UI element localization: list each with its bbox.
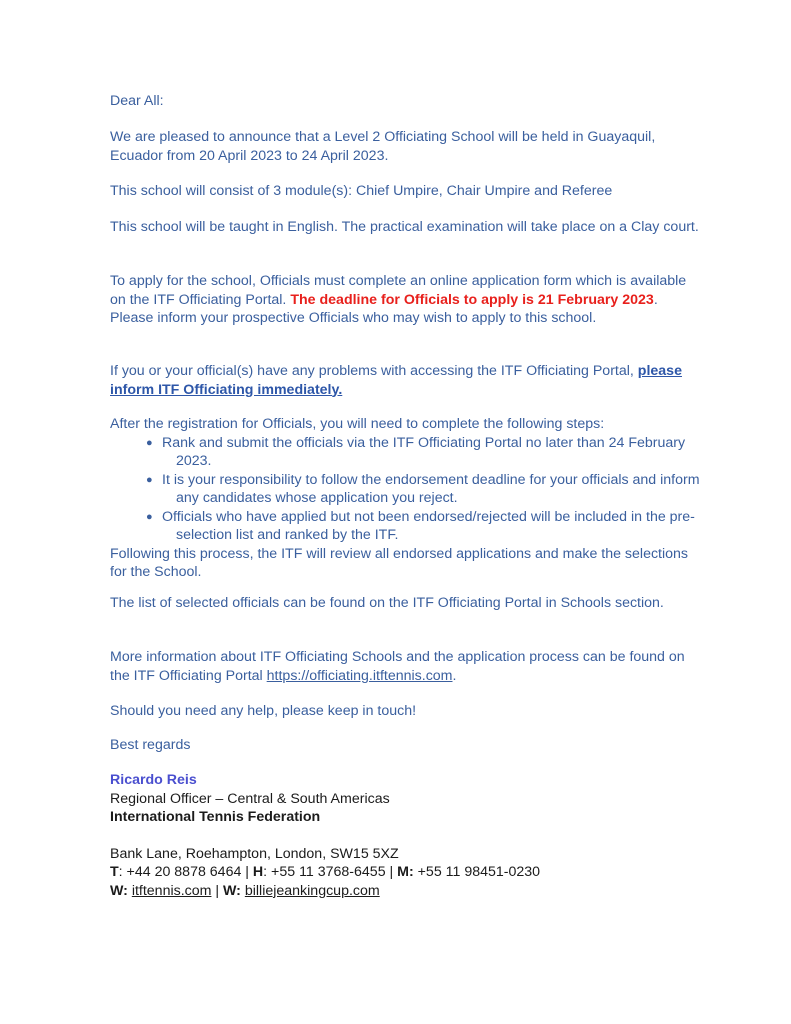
phone-value-m: +55 11 98451-0230 <box>413 864 541 880</box>
list-item-text: Officials who have applied but not been endorsed/rejected will be included in the pre-selection list and ranked by the ITF. <box>162 508 695 543</box>
greeting: Dear All: <box>110 93 164 109</box>
phone-value-t: : +44 20 8878 6464 | <box>118 864 253 880</box>
list-item <box>110 508 700 545</box>
list-item <box>110 471 700 508</box>
more-info-paragraph <box>110 648 700 685</box>
steps-intro: After the registration for Officials, you will need to complete the following steps: <box>110 416 605 432</box>
more-info-end: . <box>452 667 457 684</box>
apply-paragraph <box>110 272 700 328</box>
list-item-text: It is your responsibility to follow the endorsement deadline for your officials and inform any candidates whose application you reject. <box>162 471 700 506</box>
inform-itf-link[interactable]: please inform ITF Officiating immediately. <box>110 363 682 398</box>
signature-block <box>110 771 700 900</box>
bjkcup-link[interactable]: billiejeankingcup.com <box>244 882 380 899</box>
signature-name: Ricardo Reis <box>110 772 197 788</box>
signature-web <box>110 882 700 901</box>
phone-label-t: T <box>110 864 119 880</box>
signature-phones <box>110 863 700 882</box>
help-paragraph: Should you need any help, please keep in touch! <box>110 703 417 719</box>
bullet-icon: ● <box>146 473 153 486</box>
officiating-portal-link[interactable]: https://officiating.itftennis.com <box>266 667 453 684</box>
phone-label-m: M: <box>397 864 414 880</box>
web-sep-1: | <box>211 882 224 899</box>
announcement-paragraph: We are pleased to announce that a Level 2 Officiating School will be held in Guayaquil, Ecuador from 20 April 2023 to 24 April 2023. <box>110 129 656 164</box>
steps-section <box>110 415 700 582</box>
apply-deadline: The deadline for Officials to apply is 21 February 2023 <box>290 291 654 308</box>
more-info-text: More information about ITF Officiating Schools and the application process can be found on the ITF Officiating Portal <box>110 649 685 684</box>
signature-address: Bank Lane, Roehampton, London, SW15 5XZ <box>110 845 399 862</box>
selected-list-paragraph: The list of selected officials can be found on the ITF Officiating Portal in Schools section. <box>110 595 664 611</box>
signature-org: International Tennis Federation <box>110 809 321 825</box>
bullet-icon: ● <box>146 510 153 523</box>
itftennis-link[interactable]: itftennis.com <box>131 882 212 899</box>
phone-label-h: H <box>252 864 264 880</box>
problems-paragraph <box>110 362 700 399</box>
signature-title: Regional Officer – Central & South Americas <box>110 790 390 807</box>
bullet-icon: ● <box>146 436 153 449</box>
regards: Best regards <box>110 737 191 753</box>
web-label-2: W: <box>223 882 241 899</box>
steps-outro: Following this process, the ITF will review all endorsed applications and make the selections for the School. <box>110 545 689 580</box>
apply-outro: . Please inform your prospective Officials who may wish to apply to this school. <box>110 291 658 326</box>
web-label-1: W: <box>110 882 128 899</box>
apply-intro: To apply for the school, Officials must complete an online application form which is available on the ITF Officiating Portal. <box>110 273 687 308</box>
modules-paragraph: This school will consist of 3 module(s): Chief Umpire, Chair Umpire and Referee <box>110 183 613 199</box>
language-paragraph: This school will be taught in English. The practical examination will take place on a Clay court. <box>110 219 699 235</box>
steps-list <box>110 434 700 545</box>
problems-text: If you or your official(s) have any problems with accessing the ITF Officiating Portal, <box>110 363 638 379</box>
list-item <box>110 434 700 471</box>
phone-value-h: : +55 11 3768-6455 | <box>263 864 398 880</box>
list-item-text: Rank and submit the officials via the ITF Officiating Portal no later than 24 February 2023. <box>162 434 686 469</box>
